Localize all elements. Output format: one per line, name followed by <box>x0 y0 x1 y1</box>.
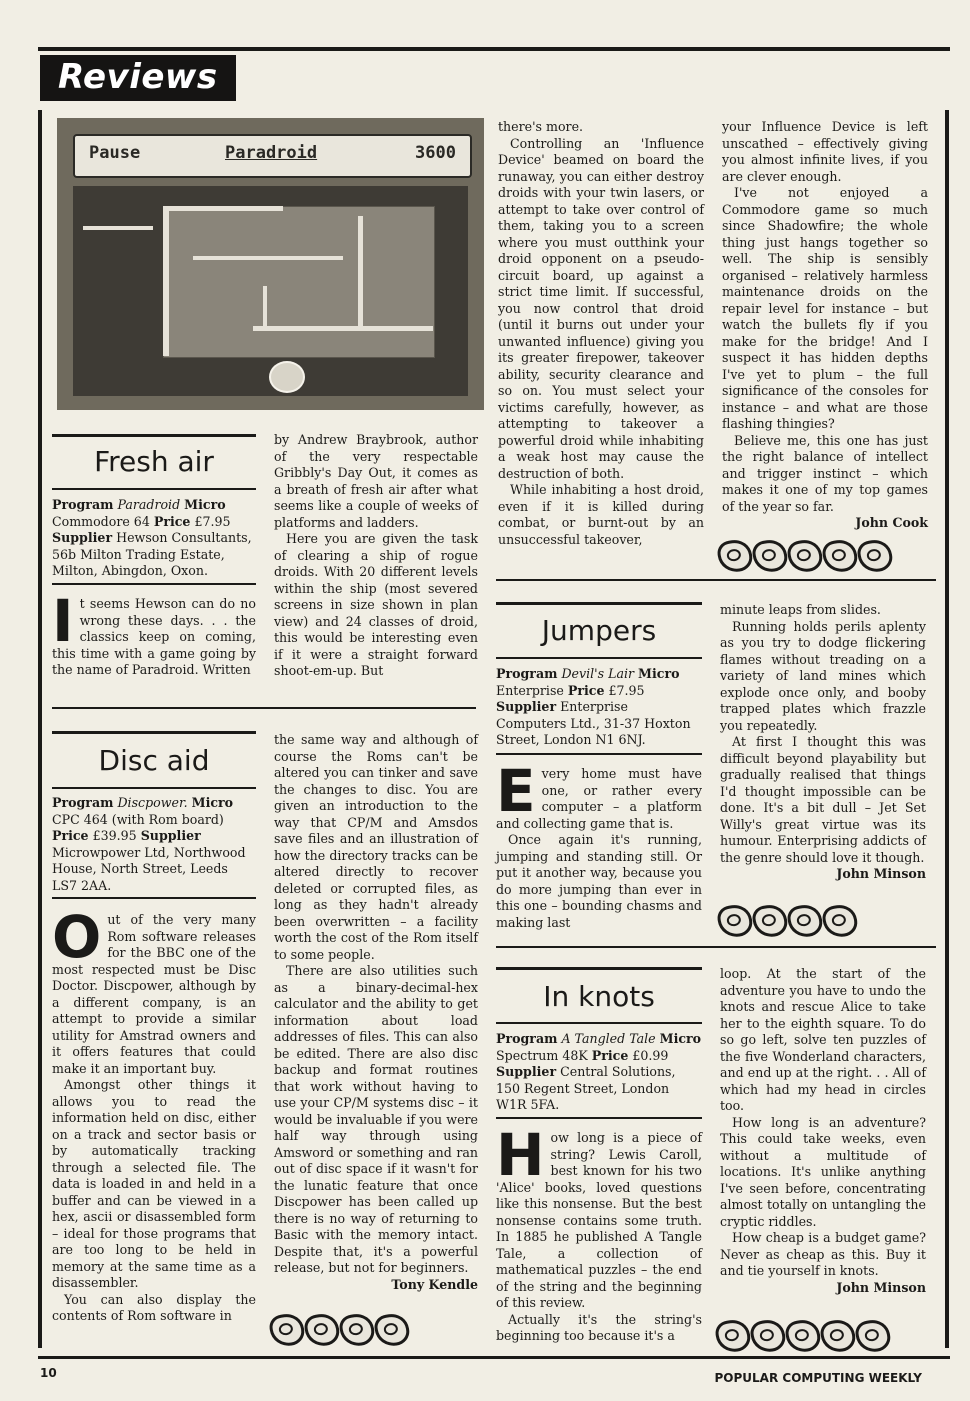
section-title: Reviews <box>58 57 218 97</box>
rating-icon <box>854 1318 892 1354</box>
rating-icon <box>268 1312 306 1348</box>
review-heading-disc-aid: Disc aid <box>98 744 210 777</box>
game-deck-plan <box>73 186 468 396</box>
credits-jumpers: Program Devil's Lair Micro Enterprise Price £7.95 Supplier Enterprise Computers Ltd., 31-37 Hoxton Street, London N1 6NJ. <box>496 666 691 747</box>
rating-in-knots <box>716 1320 891 1360</box>
rating-icon <box>714 1318 752 1354</box>
top-rule <box>38 47 950 51</box>
disc-aid-body-col1: Out of the very many Rom software releases for the BBC one of the most respected must be Disc Doctor. Discpower, although by a different company, is an attempt to provide a similar utility for Amstrad owners and it offers features that could make it an important buy. Amongst other things it allows you to read the information held on disc, either on a track and sector basis or by automatically tracking through a selected file. The data is loaded in and held in a buffer and can be viewed in a hex, ascii or disassembled form – ideal for those programs that are too long to be held in memory at the same time as a disassembler. You can also display the contents of Rom software in <box>52 903 256 1323</box>
credits-fresh-air: Program Paradroid Micro Commodore 64 Price £7.95 Supplier Hewson Consultants, 56b Milton Trading Estate, Milton, Abingdon, Oxon. <box>52 497 252 578</box>
credits-disc-aid: Program Discpower. Micro CPC 464 (with Rom board) Price £39.95 Supplier Microwpower Ltd, Northwood House, North Street, Leeds LS7 2AA. <box>52 795 246 893</box>
drop-cap: I <box>52 587 74 655</box>
rating-icon <box>856 538 894 574</box>
rating-icon <box>373 1312 411 1348</box>
rating-icon <box>338 1312 376 1348</box>
reviewer-name: Tony Kendle <box>391 1276 478 1292</box>
score-label: 3600 <box>415 143 456 163</box>
rating-icon <box>716 538 754 574</box>
disc-aid-body-col2: the same way and although of course the Roms can't be altered you can tinker and save the changes to disc. You are given an introduction to the way that CP/M and Amsdos save files and an illustration of how the directory tracks can be altered directly to recover deleted or corrupted files, as long as they hadn't already been overwritten – a facility worth the cost of the Rom itself to some people. There are also utilities such as a binary-decimal-hex calculator and the ability to get information about load addresses of files. This can also be edited. There are also disc backup and format routines that work without having to use your CP/M systems disc – it would be invaluable if you were half way through using Amsword or something and ran out of disc space if it wasn't for the lunatic feature that once Discpower has been called up there is no way of returning to Basic with the memory intact. Despite that, it's a powerful release, but not for beginners. Tony Kendle <box>274 732 478 1292</box>
reviewer-name: John Minson <box>836 866 926 881</box>
reviewer-name: John Cook <box>855 515 928 530</box>
rating-disc-aid <box>270 1314 410 1354</box>
rating-icon <box>716 903 754 939</box>
drop-cap: O <box>52 903 102 971</box>
review-heading-jumpers: Jumpers <box>541 614 657 647</box>
review-heading-in-knots: In knots <box>543 980 655 1013</box>
rating-icon <box>821 538 859 574</box>
rating-icon <box>821 903 859 939</box>
right-border <box>945 110 949 1348</box>
section-banner <box>40 55 236 101</box>
rating-jumpers <box>718 905 858 945</box>
rating-icon <box>786 538 824 574</box>
fresh-air-body-col3: there's more. Controlling an 'Influence Device' beamed on board the runaway, you can either destroy droids with your twin lasers, or attempt to take over control of them, taking you to a screen where you must outthink your droid opponent on a pseudo-circuit board, up against a strict time limit. If successful, you now control that droid (until it burns out under your unwanted influence) giving you its greater firepower, takeover ability, security clearance and so on. You must select your victims carefully, however, as attempting to takeover a powerful droid while inhabiting a weak host may cause the destruction of both. While inhabiting a host droid, even if it is killed during combat, or burnt-out by an unsuccessful takeover, <box>498 119 704 547</box>
in-knots-body-col2: loop. At the start of the adventure you have to undo the knots and rescue Alice to take her to the eighth square. To do so go left, solve ten puzzles of the five Wonderland characters, and end up at the right. . . All of which had my head in circles too. How long is an adventure? This could take weeks, even without a multitude of locations. It's unlike anything I've seen before, concentrating almost totally on untangling the cryptic riddles. How cheap is a budget game? Never as cheap as this. Buy it and tie yourself in knots. John Minson <box>720 966 926 1295</box>
fresh-air-body-col1: It seems Hewson can do no wrong these days. . . the classics keep on coming, this time with a game going by the name of Paradroid. Written <box>52 587 256 677</box>
rating-icon <box>749 1318 787 1354</box>
fresh-air-body-col2: by Andrew Braybrook, author of the very respectable Gribbly's Day Out, it comes as a breath of fresh air after what seems like a couple of weeks of platforms and ladders. Here you are given the task of clearing a ship of rogue droids. With 20 different levels within the ship (most severed screens in size shown in plan view) and 24 classes of droid, this would be interesting even if it were a straight forward shoot-em-up. But <box>274 432 478 678</box>
credits-in-knots: Program A Tangled Tale Micro Spectrum 48K Price £0.99 Supplier Central Solutions, 150 Regent Street, London W1R 5FA. <box>496 1031 702 1112</box>
game-screenshot <box>57 118 484 410</box>
drop-cap: E <box>496 757 536 825</box>
bottom-rule <box>38 1356 950 1359</box>
rating-icon <box>784 1318 822 1354</box>
drop-cap: H <box>496 1121 545 1189</box>
game-title-label: Paradroid <box>225 143 318 163</box>
rating-fresh-air <box>718 540 893 580</box>
rating-icon <box>819 1318 857 1354</box>
left-border <box>38 110 42 1348</box>
rating-icon <box>786 903 824 939</box>
jumpers-body-col2: minute leaps from slides. Running holds perils aplenty as you try to dodge flickering flames without treading on a variety of land mines which explode once only, and booby trapped plates which frazzle you repeatedly. At first I thought this was difficult beyond playability but gradually realised that things I'd thought impossible can be done. It's a bit dull – Jet Set Willy's great virtue was its humour. Enterprising addicts of the genre should love it though. John Minson <box>720 602 926 881</box>
in-knots-body-col1: How long is a piece of string? Lewis Caroll, best known for his two 'Alice' books, loved questions like this nonsense. But the best nonsense contains some truth. In 1885 he published A Tangle Tale, a collection of mathematical puzzles – the end of the string and the beginning of this review. Actually it's the string's beginning too because it's a <box>496 1121 702 1343</box>
jumpers-body-col1: Every home must have one, or rather every computer – a platform and collecting game that is. Once again it's running, jumping and standing still. Or put it another way, because you do more jumping than ever in this one – bounding chasms and making last <box>496 757 702 930</box>
rating-icon <box>303 1312 341 1348</box>
publication-name: POPULAR COMPUTING WEEKLY <box>714 1371 922 1385</box>
fresh-air-body-col4: your Influence Device is left unscathed – effectively giving you almost infinite lives, if you are clever enough. I've not enjoyed a Commodore game so much since Shadowfire; the whole thing just hangs together so well. The ship is sensibly organised – relatively harmless maintenance droids on the repair level for instance – but watch the bullets fly if you make for the bridge! And I suspect it has hidden depths I've yet to plum – the full significance of the consoles for instance – and what are those flashing thingies? Believe me, this one has just the right balance of intellect and trigger instinct – which makes it one of my top games of the year so far. John Cook <box>722 119 928 530</box>
pause-label: Pause <box>89 143 141 163</box>
player-droid <box>269 361 305 393</box>
rating-icon <box>751 538 789 574</box>
page-number: 10 <box>40 1366 57 1380</box>
review-heading-fresh-air: Fresh air <box>94 445 214 478</box>
game-status-bar <box>73 134 472 178</box>
rating-icon <box>751 903 789 939</box>
reviewer-name: John Minson <box>836 1279 926 1295</box>
